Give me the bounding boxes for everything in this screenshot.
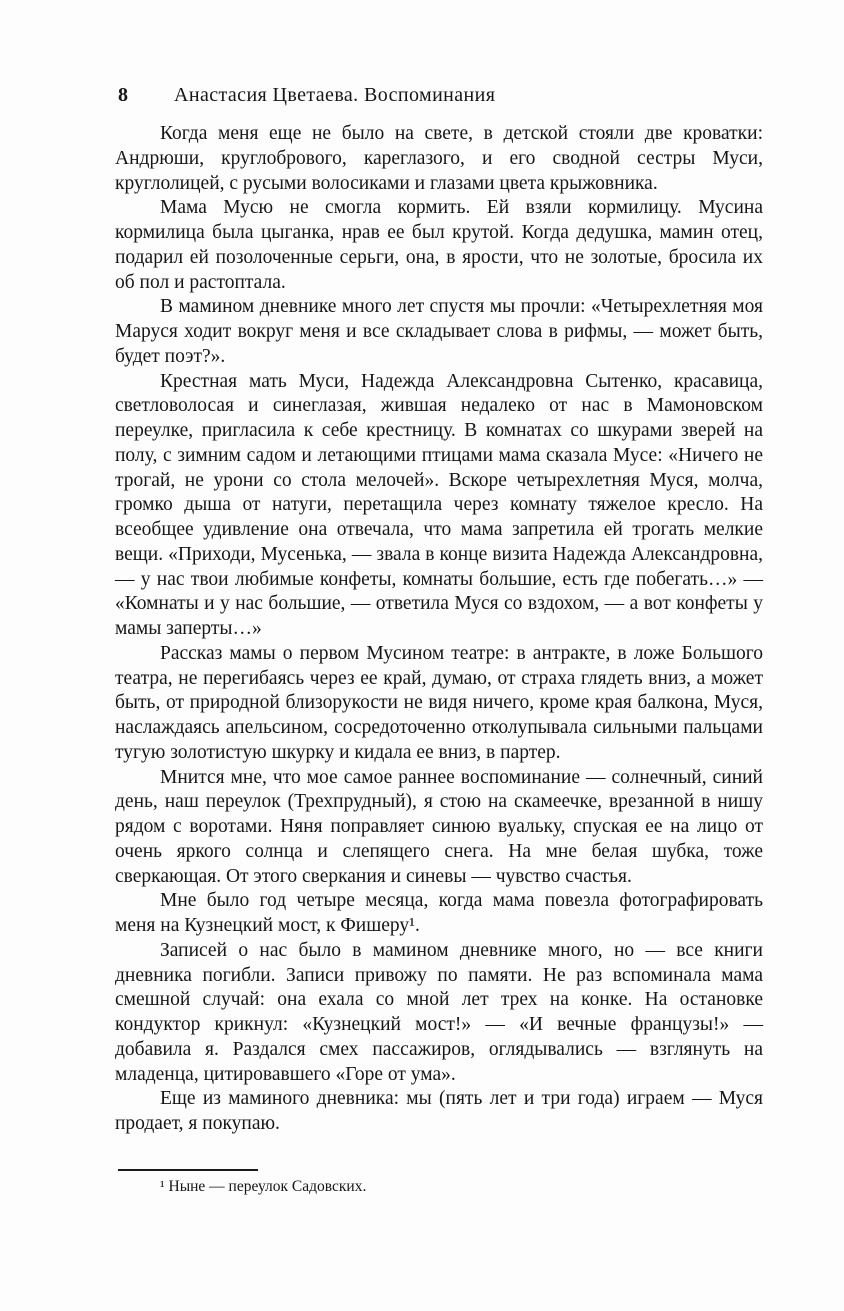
footnote: [115, 1177, 763, 1197]
footnote-divider: [118, 1169, 258, 1171]
paragraph: Крестная мать Муси, Надежда Александровна Сытенко, красавица, светловолосая и синеглазая, жившая недалеко от нас в Мамоновском переулке, пригласила к себе крестницу. В комнатах со шкурами зверей на полу, с зимним садом и летающими птицами мама сказала Мусе: «Ничего не трогай, не урони со стола мелочей». Вскоре четырехлетняя Муся, молча, громко дыша от натуги, перетащила через комнату тяжелое кресло. На всеобщее удивление она отвечала, что мама запретила ей трогать мелкие вещи. «Приходи, Мусенька, — звала в конце визита Надежда Александровна, — у нас твои любимые конфеты, комнаты большие, есть где побегать…» — «Комнаты и у нас большие, — ответила Муся со вздохом, — а вот конфеты у мамы заперты…»: [115, 370, 763, 639]
footnote-text: ¹ Ныне — переулок Садовских.: [160, 1178, 367, 1195]
page-header: [118, 84, 762, 107]
paragraph: В мамином дневнике много лет спустя мы прочли: «Четырехлетняя моя Маруся ходит вокруг меня и все складывает слова в рифмы, — может быть, будет поэт?».: [115, 296, 763, 367]
page-body: [115, 122, 763, 1137]
paragraph: Еще из маминого дневника: мы (пять лет и три года) играем — Муся продает, я покупаю.: [115, 1088, 763, 1134]
paragraph: Записей о нас было в мамином дневнике много, но — все книги дневника погибли. Записи привожу по памяти. Не раз вспоминала мама смешной случай: она ехала со мной лет трех на конке. На остановке кондуктор крикнул: «Кузнецкий мост!» — «И вечные французы!» — добавила я. Раздался смех пассажиров, оглядывались — взглянуть на младенца, цитировавшего «Горе от ума».: [115, 939, 763, 1085]
paragraph: Мне было год четыре месяца, когда мама повезла фотографировать меня на Кузнецкий мост, к Фишеру¹.: [115, 890, 763, 936]
page-number: 8: [118, 84, 128, 106]
running-title: Анастасия Цветаева. Воспоминания: [174, 84, 496, 106]
paragraph: Когда меня еще не было на свете, в детской стояли две кроватки: Андрюши, круглобрового, кареглазого, и его сводной сестры Муси, круглолицей, с русыми волосиками и глазами цвета крыжовника.: [115, 123, 763, 194]
paragraph: Мнится мне, что мое самое раннее воспоминание — солнечный, синий день, наш переулок (Трехпрудный), я стою на скамеечке, врезанной в нишу рядом с воротами. Няня поправляет синюю вуальку, спуская ее на лицо от очень яркого солнца и слепящего снега. На мне белая шубка, тоже сверкающая. От этого сверкания и синевы — чувство счастья.: [115, 766, 763, 887]
paragraph: Мама Мусю не смогла кормить. Ей взяли кормилицу. Мусина кормилица была цыганка, нрав ее был крутой. Когда дедушка, мамин отец, подарил ей позолоченные серьги, она, в ярости, что не золотые, бросила их об пол и растоптала.: [115, 197, 763, 293]
paragraph: Рассказ мамы о первом Мусином театре: в антракте, в ложе Большого театра, не перегибаясь через ее край, думаю, от страха глядеть вниз, а может быть, от природной близорукости не видя ничего, кроме края балкона, Муся, наслаждаясь апельсином, сосредоточенно отколупывала сильными пальцами тугую золотистую шкурку и кидала ее вниз, в партер.: [115, 642, 763, 763]
